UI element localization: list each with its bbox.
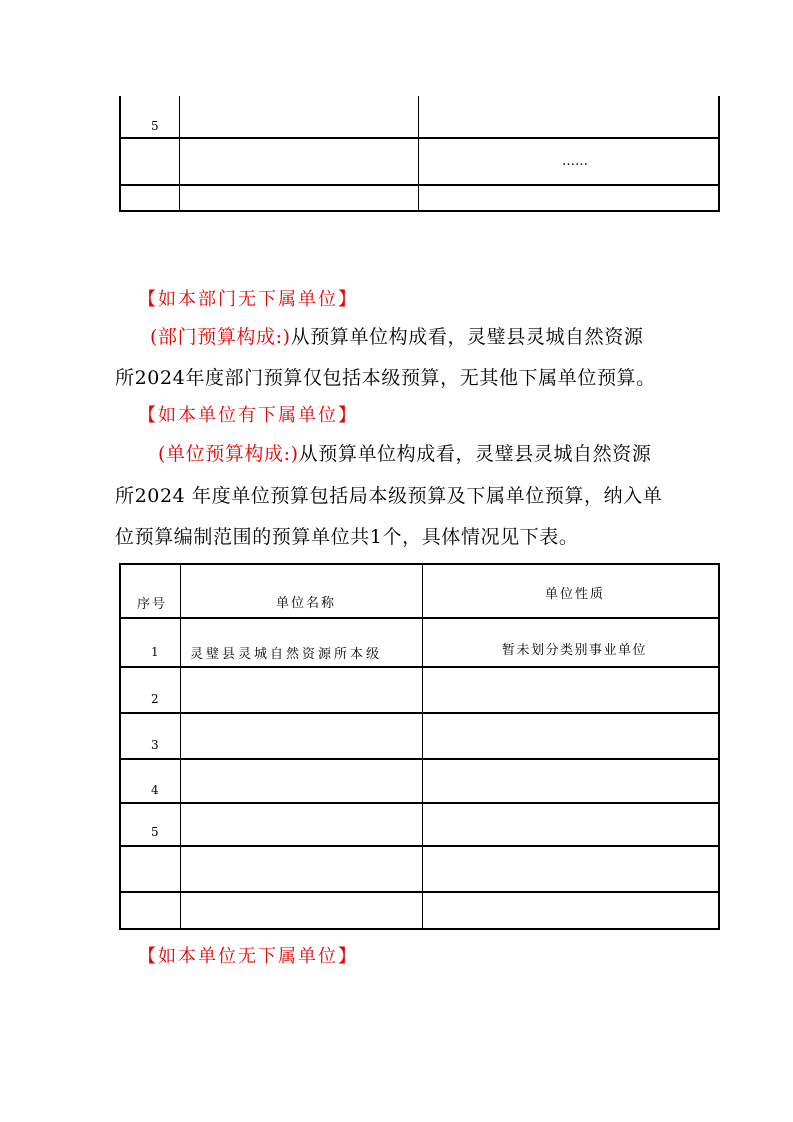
paragraph-text: 从预算单位构成看，灵璧县灵城自然资源 — [298, 443, 652, 465]
column-header-name: 单位名称 — [276, 596, 337, 611]
paragraph-lead: (部门预算构成:) — [150, 326, 291, 348]
table-border — [119, 802, 720, 804]
table-border — [119, 617, 720, 619]
table-border — [119, 712, 720, 714]
section-heading: 【如本单位无下属单位】 — [138, 946, 358, 967]
table-border — [119, 210, 720, 212]
table-border — [179, 96, 180, 212]
table-border — [119, 891, 720, 893]
table-border — [718, 96, 720, 212]
section-heading: 【如本部门无下属单位】 — [138, 289, 358, 310]
paragraph-line: 位预算编制范围的预算单位共1个，具体情况见下表。 — [115, 526, 579, 548]
table-border — [119, 96, 121, 212]
ellipsis-text: …… — [562, 154, 588, 169]
table-border — [119, 563, 720, 565]
paragraph-line: 所2024年度部门预算仅包括本级预算，无其他下属单位预算。 — [115, 367, 656, 389]
paragraph-lead: (单位预算构成:) — [158, 443, 299, 465]
row-number: 2 — [151, 692, 159, 706]
table-border — [119, 137, 720, 139]
table-border — [119, 928, 720, 930]
row-number: 3 — [151, 738, 159, 752]
section-heading: 【如本单位有下属单位】 — [138, 405, 358, 426]
table-border — [119, 758, 720, 760]
table-border — [119, 666, 720, 668]
paragraph-line: 所2024 年度单位预算包括局本级预算及下属单位预算，纳入单 — [115, 485, 663, 507]
row-number: 4 — [151, 783, 159, 797]
unit-name: 灵璧县灵城自然资源所本级 — [190, 647, 383, 662]
row-number: 5 — [151, 119, 159, 133]
paragraph-line — [150, 322, 643, 349]
column-header-nature: 单位性质 — [545, 587, 606, 602]
row-number: 5 — [151, 825, 159, 839]
unit-nature: 暂未划分类别事业单位 — [502, 643, 648, 658]
table-border — [119, 845, 720, 847]
column-header-number: 序号 — [137, 597, 168, 612]
table-border — [119, 184, 720, 186]
table-border — [418, 96, 419, 212]
paragraph-text: 从预算单位构成看，灵璧县灵城自然资源 — [290, 326, 644, 348]
row-number: 1 — [151, 645, 159, 659]
paragraph-line — [158, 439, 651, 466]
